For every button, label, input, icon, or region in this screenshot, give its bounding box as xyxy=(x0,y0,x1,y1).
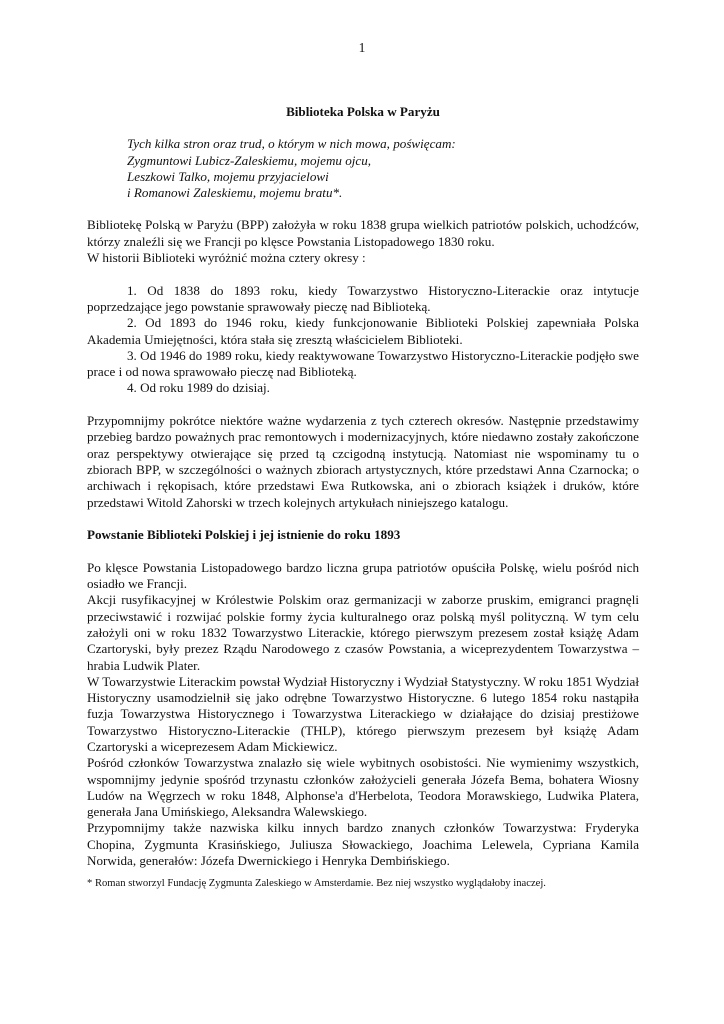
footnote: * Roman stworzyl Fundację Zygmunta Zaleskiego w Amsterdamie. Bez niej wszystko wyglądałoby inaczej. xyxy=(87,878,546,889)
dedication-line: Leszkowi Talko, mojemu przyjacielowi xyxy=(127,168,329,184)
section-paragraph: Po klęsce Powstania Listopadowego bardzo liczna grupa patriotów opuściła Polskę, wielu pośród nich osiadło we Francji. xyxy=(87,559,639,592)
dedication-line: i Romanowi Zaleskiemu, mojemu bratu*. xyxy=(127,185,343,201)
overview-paragraph: Przypomnijmy pokrótce niektóre ważne wydarzenia z tych czterech okresów. Następnie przedstawimy przebieg bardzo poważnych prac remontowych i modernizacyjnych, które niedawno zostały zakończone oraz perspektywy otwierające się przed tą czcigodną instytucją. Natomiast nie wspominamy tu o zbiorach BPP, w szczególności o ważnych zbiorach artystycznych, które przedstawi Anna Czarnocka; o archiwach i rękopisach, które przedstawi Ewa Rutkowska, ani o zbiorach książek i druków, które przedstawi Witold Zahorski w trzech kolejnych artykułach niniejszego katalogu. xyxy=(87,413,639,510)
dedication-line: Tych kilka stron oraz trud, o którym w nich mowa, poświęcam: xyxy=(127,136,456,152)
dedication xyxy=(127,136,639,201)
section-paragraph: Przypomnijmy także nazwiska kilku innych bardzo znanych członków Towarzystwa: Fryderyka Chopina, Zygmunta Krasińskiego, Juliusza Słowackiego, Joachima Lelewela, Cypriana Kamila Norwida, generałów: Józefa Dwernickiego i Henryka Dembińskiego. xyxy=(87,820,639,869)
period-item: 4. Od roku 1989 do dzisiaj. xyxy=(127,380,270,396)
period-item: 1. Od 1838 do 1893 roku, kiedy Towarzystwo Historyczno-Literackie oraz intytucje poprzedzające jego powstanie sprawowały pieczę nad Biblioteką. xyxy=(87,282,639,314)
period-item: 3. Od 1946 do 1989 roku, kiedy reaktywowane Towarzystwo Historyczno-Literackie podjęło swe prace i od nowa sprawowało pieczę nad Biblioteką. xyxy=(87,347,639,380)
section-paragraph: Akcji rusyfikacyjnej w Królestwie Polskim oraz germanizacji w zaborze pruskim, emigranci pragnęli przeciwstawić i rozwijać polskie formy życia kulturalnego oraz polską myśl polityczną. W tym celu założyli oni w roku 1832 Towarzystwo Literackie, którego pierwszym prezesem został książę Adam Czartoryski, były prezez Rządu Narodowego z czasów Powstania, a wiceprezydentem Towarzystwa – hrabia Ludwik Plater. xyxy=(87,592,639,673)
document-title: Biblioteka Polska w Paryżu xyxy=(286,104,440,119)
period-item: 2. Od 1893 do 1946 roku, kiedy funkcjonowanie Biblioteki Polskiej zapewniała Polska Akademia Umiejętności, która stała się zresztą właścicielem Biblioteki. xyxy=(87,315,639,347)
document-body xyxy=(87,104,639,869)
section-paragraph: Pośród członków Towarzystwa znalazło się wiele wybitnych osobistości. Nie wymienimy wszystkich, wspomnijmy jedynie spośród trzynastu członków założycieli generała Józefa Bema, bohatera Wiosny Ludów na Węgrzech w roku 1848, Alphonse'a d'Herbelota, Teodora Morawskiego, Ludwika Platera, generała Jana Umińskiego, Aleksandra Walewskiego. xyxy=(87,755,639,820)
dedication-line: Zygmuntowi Lubicz-Zaleskiemu, mojemu ojcu, xyxy=(127,152,372,168)
section-paragraph: W Towarzystwie Literackim powstał Wydział Historyczny i Wydział Statystyczny. W roku 1851 Wydział Historyczny usamodzielnił się jako odrębne Towarzystwo Historyczne. 6 lutego 1854 roku nastąpiła fuzja Towarzystwa Historycznego i Towarzystwa Literackiego w działające do dzisiaj prestiżowe Towarzystwo Historyczno-Literackie (THLP), którego pierwszym prezesem był książę Adam Czartoryski a wiceprezesem Adam Mickiewicz. xyxy=(87,673,639,754)
section-heading: Powstanie Biblioteki Polskiej i jej istnienie do roku 1893 xyxy=(87,527,401,543)
paragraph-gap xyxy=(87,266,639,282)
paragraph-gap xyxy=(87,543,639,559)
intro-paragraph: W historii Biblioteki wyróżnić można cztery okresy : xyxy=(87,250,366,266)
paragraph-gap xyxy=(87,397,639,413)
page-number: 1 xyxy=(358,40,366,55)
intro-paragraph: Bibliotekę Polską w Paryżu (BPP) założyła w roku 1838 grupa wielkich patriotów polskich, uchodźców, którzy znaleźli się we Francji po klęsce Powstania Listopadowego 1830 roku. xyxy=(87,217,639,249)
paragraph-gap xyxy=(87,511,639,527)
